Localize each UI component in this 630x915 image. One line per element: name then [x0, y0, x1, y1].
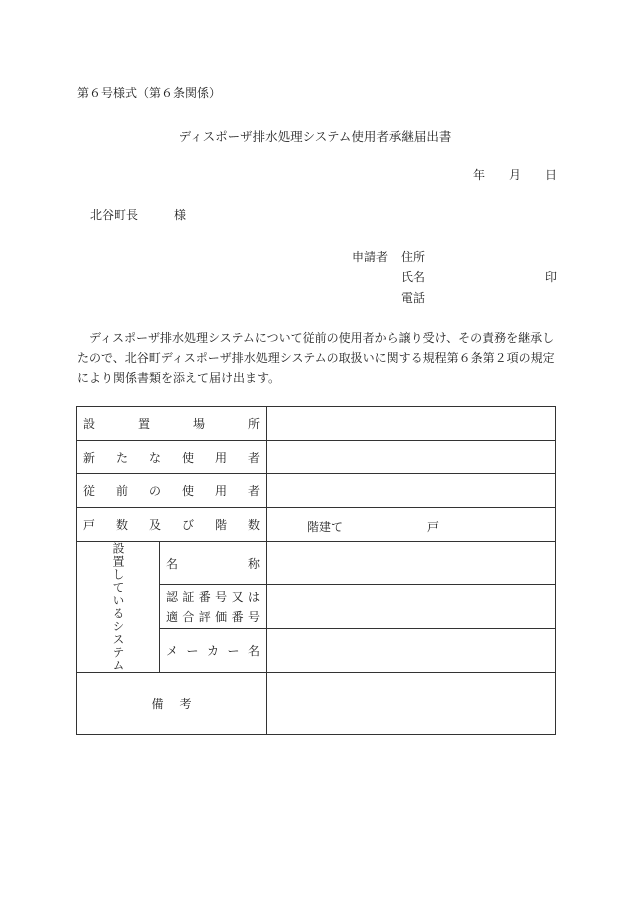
label-char: 名 — [248, 644, 261, 658]
label-char: 合 — [182, 609, 195, 624]
label-char: 号 — [215, 589, 228, 604]
maker-field[interactable] — [267, 629, 556, 673]
label-char: 数 — [248, 518, 261, 532]
applicant-role: 申請者 — [352, 250, 389, 264]
label-char: 用 — [215, 484, 228, 498]
label-char: 番 — [231, 609, 244, 624]
label-char: 号 — [247, 609, 260, 624]
label-char: 所 — [248, 417, 261, 431]
label-char: 認 — [166, 589, 179, 604]
label-char: 名 — [166, 556, 179, 571]
name-label: 氏名 — [401, 270, 426, 284]
label-char: 考 — [179, 697, 192, 711]
label-char: 場 — [193, 417, 206, 431]
form-title: ディスポーザ排水処理システム使用者承継届出書 — [178, 129, 452, 144]
label-char: 前 — [116, 484, 129, 498]
previous-user-field[interactable] — [267, 474, 556, 508]
label-char: カ — [207, 644, 220, 658]
label-char: 用 — [215, 450, 228, 465]
label-char: 備 — [151, 697, 164, 711]
location-field[interactable] — [267, 407, 556, 441]
label-char: 階 — [215, 518, 228, 532]
label-char: 戸 — [83, 518, 96, 532]
table-row-location — [77, 407, 556, 441]
label-char: ー — [227, 644, 240, 658]
label-char: 番 — [198, 589, 211, 604]
label-char: 者 — [248, 484, 261, 498]
label-char: 従 — [83, 484, 96, 498]
application-table — [76, 406, 556, 735]
remarks-field[interactable] — [267, 673, 556, 735]
table-row-system-name — [77, 542, 556, 585]
label-char: 置 — [138, 417, 151, 431]
body-line: ディスポーザ排水処理システムについて従前の使用者から譲り受け、その責務を継承し — [77, 331, 555, 345]
previous-user-label — [83, 482, 260, 499]
phone-label: 電話 — [401, 291, 426, 305]
table-row-units-floors — [77, 508, 556, 542]
table-row-remarks — [77, 673, 556, 735]
system-group-label: 設置しているシステム — [111, 542, 125, 672]
body-line: により関係書類を添えて届け出ます。 — [77, 371, 281, 385]
location-label — [83, 415, 260, 432]
label-char: 又 — [231, 589, 244, 604]
date-line: 年 月 日 — [472, 168, 557, 182]
label-char: ー — [186, 644, 199, 658]
body-line: たので、北谷町ディスポーザ排水処理システムの取扱いに関する規程第６条第２項の規定 — [77, 351, 555, 365]
label-char: な — [149, 450, 162, 465]
label-char: 者 — [248, 450, 261, 465]
cert-number-field[interactable] — [267, 585, 556, 629]
cert-label-line1 — [166, 587, 260, 607]
label-char: 数 — [116, 518, 129, 532]
units-floors-field[interactable] — [267, 508, 556, 542]
label-char: 設 — [83, 417, 96, 431]
address-label: 住所 — [401, 250, 426, 264]
system-name-field[interactable] — [267, 542, 556, 585]
label-char: は — [247, 589, 260, 604]
label-char: メ — [166, 644, 179, 658]
label-char: び — [182, 518, 195, 532]
system-name-label — [166, 555, 260, 572]
units-suffix: 戸 — [427, 520, 440, 534]
label-char: 使 — [182, 450, 195, 465]
table-row-new-user — [77, 441, 556, 474]
table-row-previous-user — [77, 474, 556, 508]
units-floors-label — [83, 516, 260, 533]
label-char: 及 — [149, 518, 162, 532]
label-char: 適 — [166, 609, 179, 624]
form-number: 第６号様式（第６条関係） — [77, 86, 222, 100]
label-char: 評 — [198, 609, 211, 624]
label-char: の — [149, 484, 162, 498]
maker-label — [166, 642, 260, 659]
addressee: 北谷町長 様 — [90, 208, 187, 222]
cert-label-line2 — [166, 607, 260, 627]
seal-label: 印 — [545, 270, 558, 284]
label-char: た — [116, 450, 129, 465]
label-char: 価 — [215, 609, 228, 624]
body-text — [77, 328, 557, 388]
new-user-field[interactable] — [267, 441, 556, 474]
label-char: 称 — [248, 556, 261, 571]
remarks-label — [152, 695, 192, 712]
label-char: 新 — [83, 450, 96, 465]
label-char: 使 — [182, 484, 195, 498]
label-char: 証 — [182, 589, 195, 604]
new-user-label — [83, 449, 260, 466]
floors-suffix: 階建て — [307, 520, 344, 534]
